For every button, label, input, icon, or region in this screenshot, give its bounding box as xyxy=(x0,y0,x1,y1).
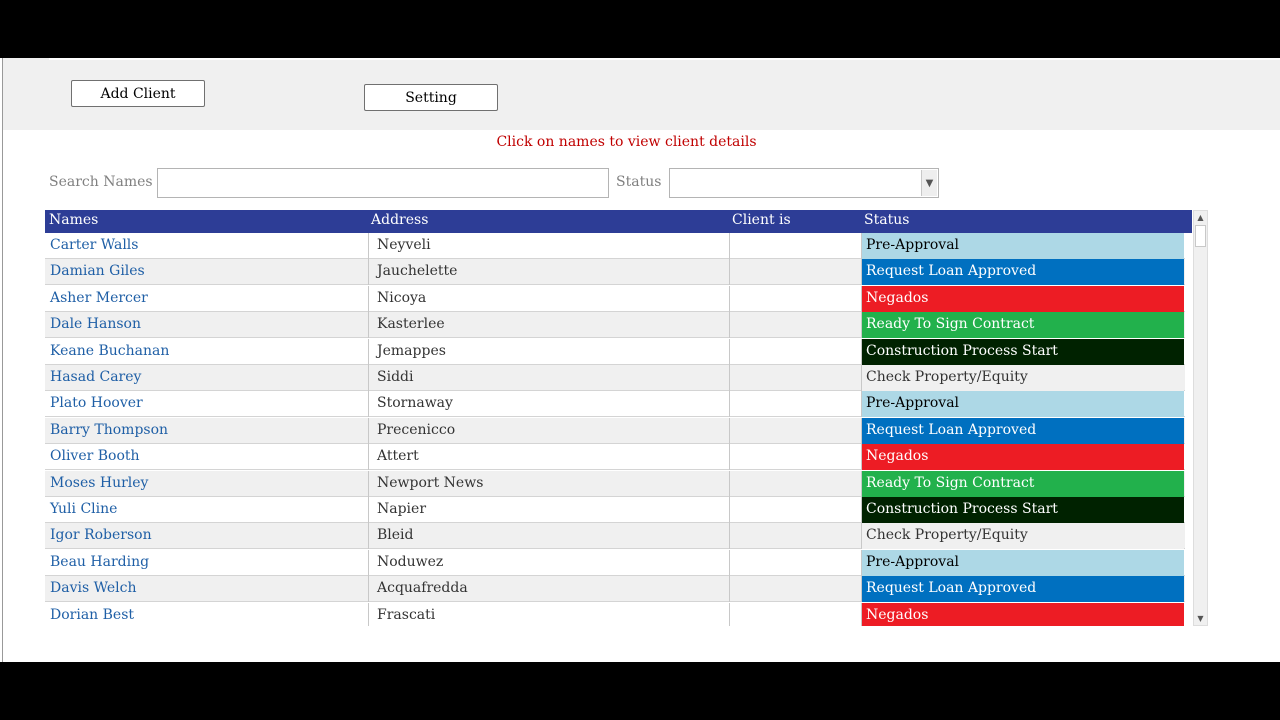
client-is-cell xyxy=(729,286,861,312)
client-name-link[interactable]: Plato Hoover xyxy=(50,395,143,412)
client-is-cell xyxy=(729,365,861,391)
client-is-cell xyxy=(729,418,861,444)
table-row[interactable] xyxy=(45,339,1185,365)
status-cell: Request Loan Approved xyxy=(861,576,1184,602)
client-is-cell xyxy=(729,259,861,285)
vertical-scrollbar[interactable] xyxy=(1193,210,1208,626)
client-is-cell xyxy=(729,233,861,259)
client-name-link[interactable]: Keane Buchanan xyxy=(50,342,170,359)
scroll-down-icon[interactable]: ▼ xyxy=(1194,612,1207,625)
client-name-link[interactable]: Igor Roberson xyxy=(50,527,152,544)
client-is-cell xyxy=(729,444,861,470)
client-is-cell xyxy=(729,312,861,338)
hint-text: Click on names to view client details xyxy=(496,134,757,150)
client-name-link[interactable]: Barry Thompson xyxy=(50,421,169,438)
client-table xyxy=(45,210,1193,626)
setting-button[interactable]: Setting xyxy=(364,84,498,111)
client-is-cell xyxy=(729,603,861,626)
client-name-link[interactable]: Asher Mercer xyxy=(50,289,148,306)
chevron-down-icon[interactable]: ▼ xyxy=(921,170,937,196)
client-address: Frascati xyxy=(368,603,729,626)
status-cell: Ready To Sign Contract xyxy=(861,312,1184,338)
toolbar-divider xyxy=(49,58,1280,60)
status-filter-select[interactable] xyxy=(669,168,939,198)
status-cell: Negados xyxy=(861,286,1184,312)
table-row[interactable] xyxy=(45,365,1185,391)
client-is-cell xyxy=(729,391,861,417)
table-row[interactable] xyxy=(45,523,1185,549)
status-cell: Ready To Sign Contract xyxy=(861,471,1184,497)
client-is-cell xyxy=(729,550,861,576)
status-cell: Check Property/Equity xyxy=(861,523,1184,549)
table-row[interactable] xyxy=(45,550,1185,576)
client-name-link[interactable]: Oliver Booth xyxy=(50,448,140,465)
client-address: Acquafredda xyxy=(368,576,729,602)
client-address: Newport News xyxy=(368,471,729,497)
client-address: Jemappes xyxy=(368,339,729,365)
client-is-cell xyxy=(729,339,861,365)
column-header-names[interactable]: Names xyxy=(49,212,99,228)
table-row[interactable] xyxy=(45,497,1185,523)
column-header-status[interactable]: Status xyxy=(864,212,910,228)
table-row[interactable] xyxy=(45,444,1185,470)
status-cell: Pre-Approval xyxy=(861,391,1184,417)
status-filter-label: Status xyxy=(616,174,662,190)
client-address: Siddi xyxy=(368,365,729,391)
table-row[interactable] xyxy=(45,286,1185,312)
client-name-link[interactable]: Beau Harding xyxy=(50,553,150,570)
client-is-cell xyxy=(729,497,861,523)
client-address: Neyveli xyxy=(368,233,729,259)
status-cell: Construction Process Start xyxy=(861,339,1184,365)
client-address: Stornaway xyxy=(368,391,729,417)
table-row[interactable] xyxy=(45,233,1185,259)
status-cell: Check Property/Equity xyxy=(861,365,1184,391)
status-cell: Negados xyxy=(861,444,1184,470)
client-name-link[interactable]: Moses Hurley xyxy=(50,474,149,491)
client-name-link[interactable]: Dorian Best xyxy=(50,606,135,623)
table-header xyxy=(45,210,1192,233)
scroll-thumb[interactable] xyxy=(1195,225,1206,247)
table-row[interactable] xyxy=(45,259,1185,285)
client-name-link[interactable]: Hasad Carey xyxy=(50,369,142,385)
toolbar xyxy=(3,58,1280,130)
status-cell: Negados xyxy=(861,603,1184,626)
client-name-link[interactable]: Dale Hanson xyxy=(50,316,141,333)
client-name-link[interactable]: Davis Welch xyxy=(50,580,137,597)
client-name-link[interactable]: Damian Giles xyxy=(50,263,145,280)
search-names-input[interactable] xyxy=(157,168,609,198)
client-is-cell xyxy=(729,523,861,549)
client-address: Noduwez xyxy=(368,550,729,576)
client-address: Precenicco xyxy=(368,418,729,444)
table-row[interactable] xyxy=(45,603,1185,626)
status-cell: Request Loan Approved xyxy=(861,418,1184,444)
client-address: Kasterlee xyxy=(368,312,729,338)
client-address: Nicoya xyxy=(368,286,729,312)
column-header-client-is[interactable]: Client is xyxy=(732,212,791,228)
client-is-cell xyxy=(729,576,861,602)
table-row[interactable] xyxy=(45,576,1185,602)
add-client-button[interactable]: Add Client xyxy=(71,80,205,107)
table-row[interactable] xyxy=(45,418,1185,444)
table-row[interactable] xyxy=(45,391,1185,417)
client-address: Napier xyxy=(368,497,729,523)
client-name-link[interactable]: Carter Walls xyxy=(50,237,139,253)
scroll-up-icon[interactable]: ▲ xyxy=(1194,211,1207,224)
status-cell: Construction Process Start xyxy=(861,497,1184,523)
column-header-address[interactable]: Address xyxy=(371,212,429,228)
status-cell: Request Loan Approved xyxy=(861,259,1184,285)
status-cell: Pre-Approval xyxy=(861,550,1184,576)
search-names-label: Search Names xyxy=(49,174,153,190)
status-cell: Pre-Approval xyxy=(861,233,1184,259)
client-is-cell xyxy=(729,471,861,497)
app-window xyxy=(0,58,1280,662)
table-row[interactable] xyxy=(45,312,1185,338)
client-address: Bleid xyxy=(368,523,729,549)
client-name-link[interactable]: Yuli Cline xyxy=(50,501,118,517)
client-address: Jauchelette xyxy=(368,259,729,285)
table-row[interactable] xyxy=(45,471,1185,497)
client-address: Attert xyxy=(368,444,729,470)
